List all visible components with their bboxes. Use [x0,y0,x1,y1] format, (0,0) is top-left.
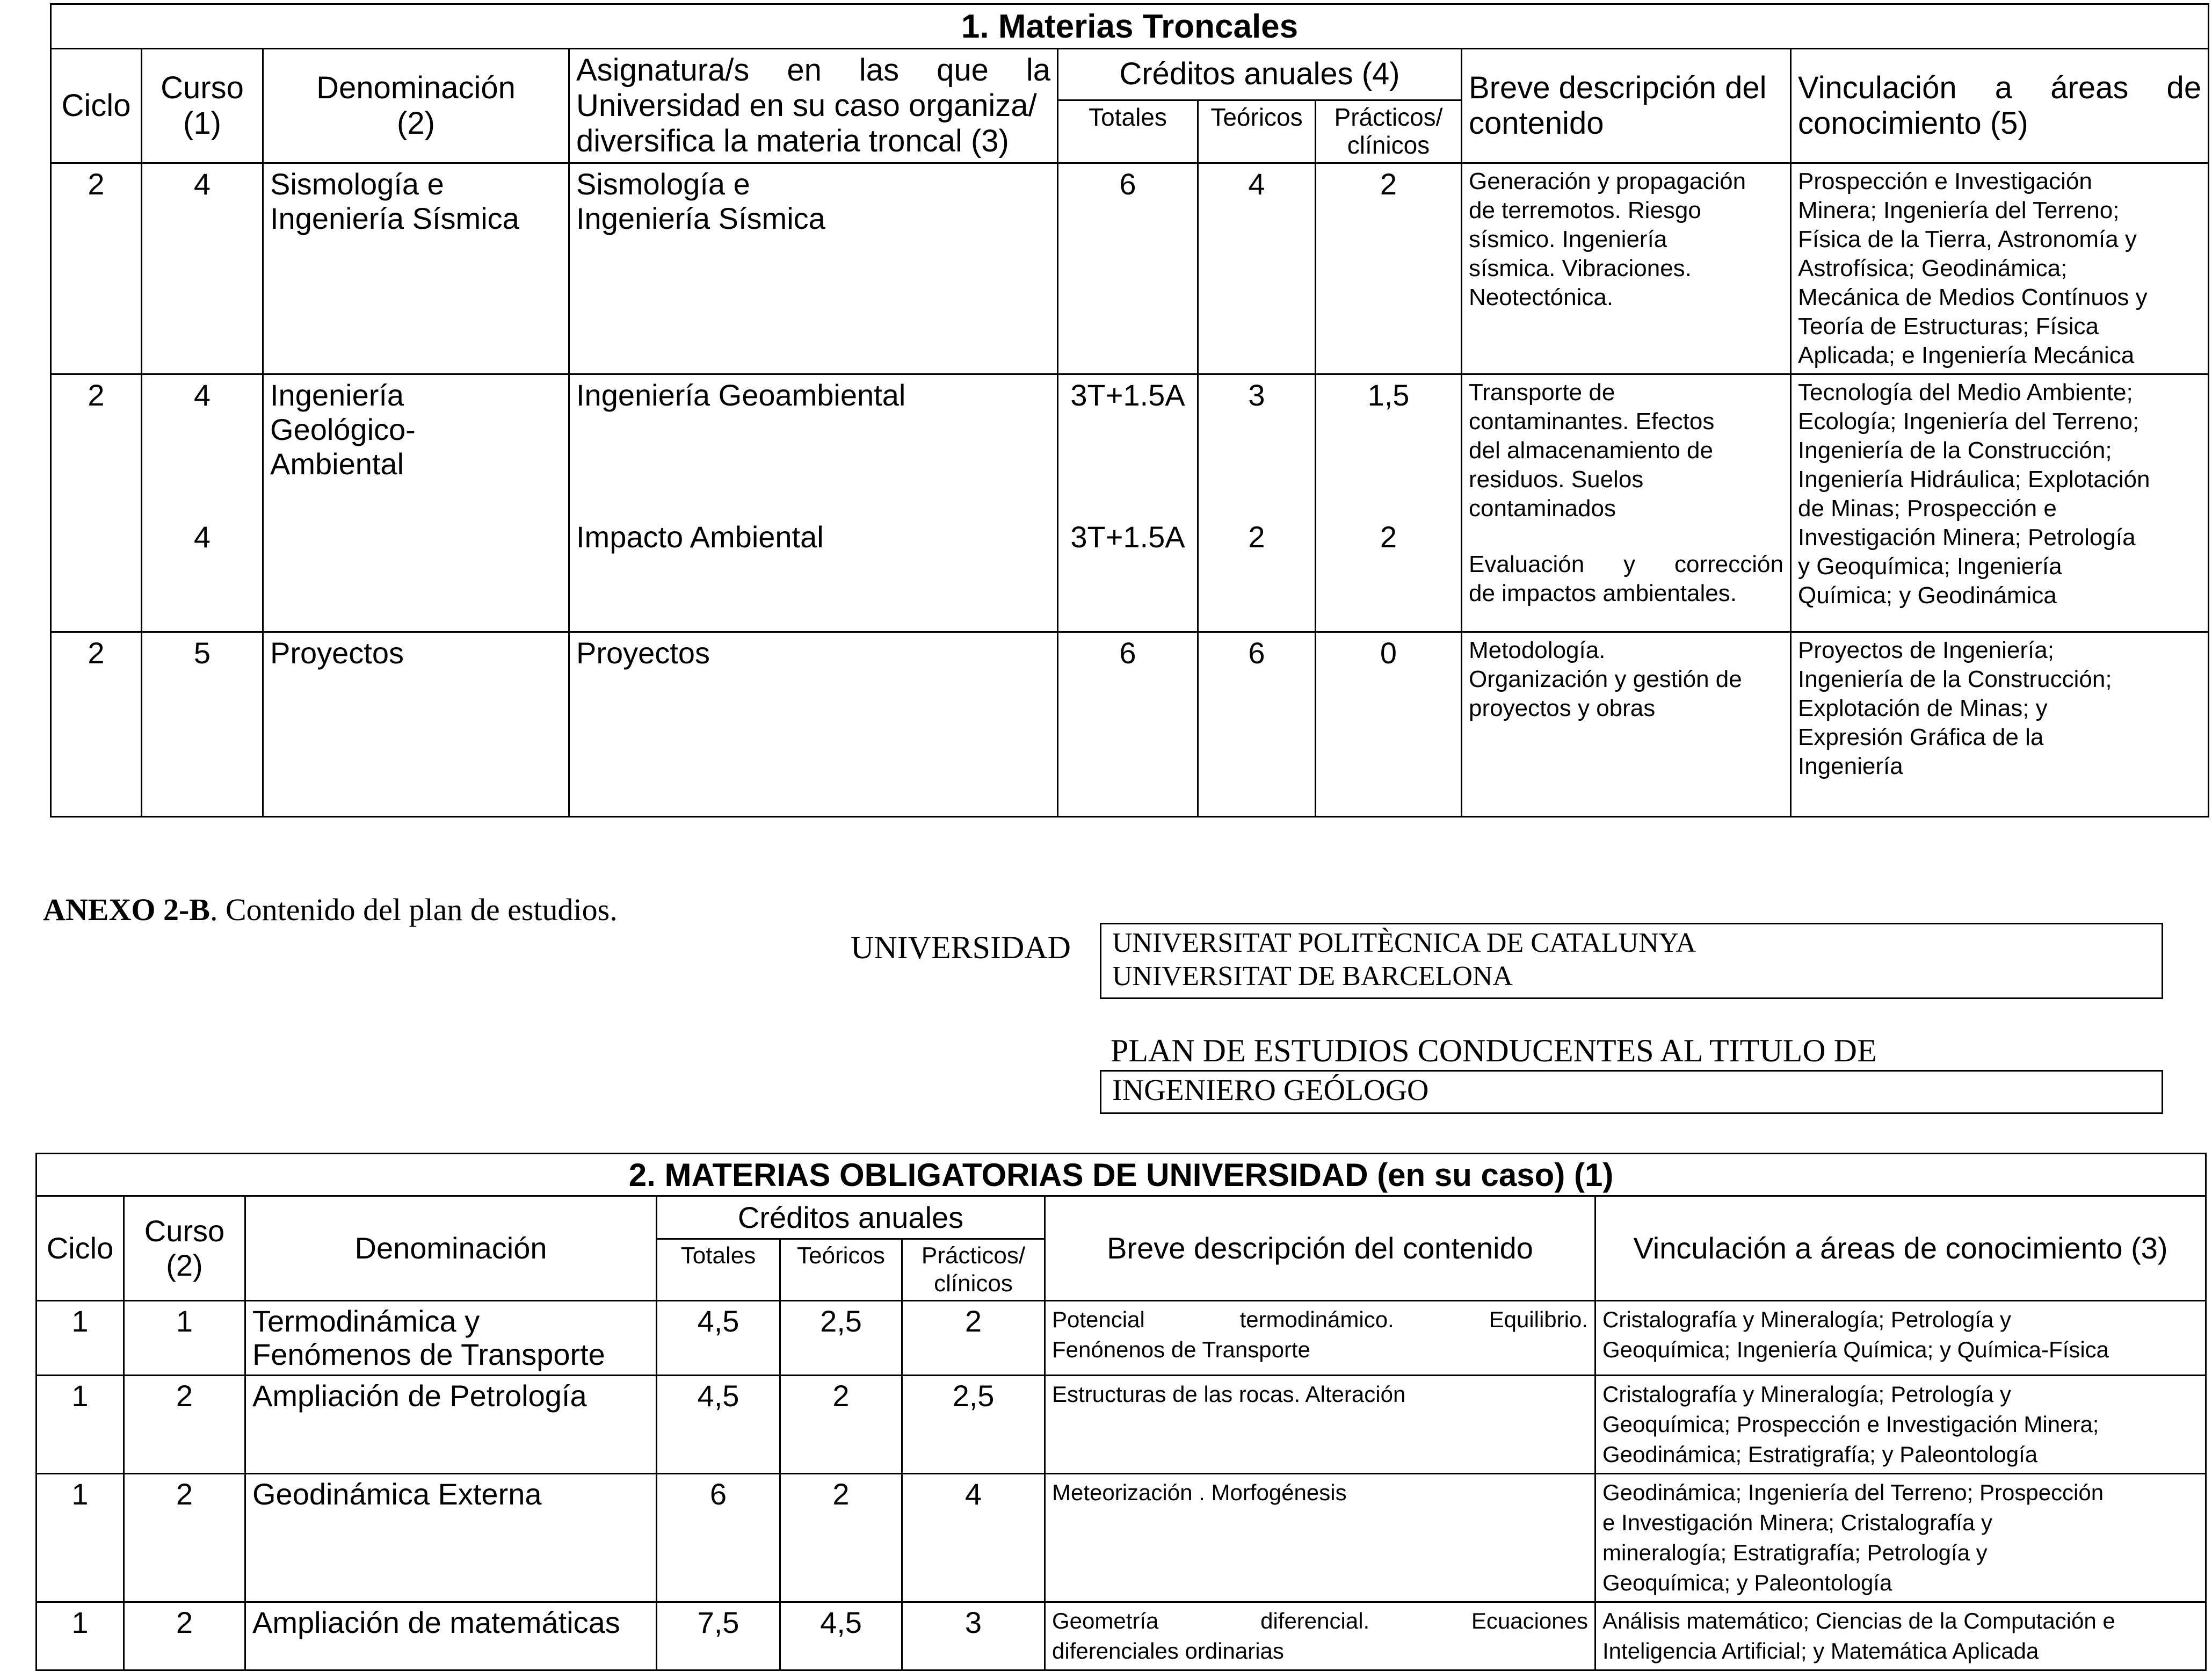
cell-denominacion: Proyectos [263,632,569,817]
universidad-line: UNIVERSITAT POLITÈCNICA DE CATALUNYA [1112,928,1696,958]
table1-title: 1. Materias Troncales [51,4,2209,49]
cell-vinculacion: Prospección e Investigación Minera; Ingeniería del Terreno; Física de la Tierra, Astronomía y Astrofísica; Geodinámica; Mecánica de Medios Contínuos y Teoría de Estructuras; Física Aplicada; e Ingeniería Mecánica [1791,163,2209,374]
header-denominacion: Denominación [245,1196,657,1301]
header-curso: Curso (1) [142,49,263,163]
cell-teoricos: 2,5 [780,1301,902,1376]
header-asignatura: Asignatura/s en las que la Universidad en su caso organiza/ diversifica la materia troncal (3) [569,49,1058,163]
titulo-box [1100,1070,2163,1114]
cell-totales: 7,5 [657,1602,780,1670]
cell-teoricos: 3 2 [1198,374,1316,632]
plan-label: PLAN DE ESTUDIOS CONDUCENTES AL TITULO DE [1111,1033,1877,1068]
cell-descripcion: Transporte de contaminantes. Efectos del almacenamiento de residuos. Suelos contaminados Evaluación y corrección de impactos ambientales. [1462,374,1791,632]
cell-denominacion: Sismología e Ingeniería Sísmica [263,163,569,374]
cell-practicos: 4 [902,1474,1045,1602]
cell-denominacion: Ampliación de matemáticas [245,1602,657,1670]
cell-practicos: 0 [1316,632,1462,817]
header-teoricos: Teóricos [780,1239,902,1301]
cell-descripcion: Generación y propagación de terremotos. Riesgo sísmico. Ingeniería sísmica. Vibraciones. Neotectónica. [1462,163,1791,374]
cell-descripcion: Geometría diferencial. Ecuaciones diferenciales ordinarias [1045,1602,1595,1670]
cell-practicos: 1,5 2 [1316,374,1462,632]
header-curso: Curso (2) [124,1196,245,1301]
cell-vinculacion: Cristalografía y Mineralogía; Petrología y Geoquímica; Ingeniería Química; y Química-Física [1595,1301,2206,1376]
header-creditos-anuales: Créditos anuales [657,1196,1045,1239]
header-totales: Totales [1058,100,1198,163]
table-row [51,374,2209,632]
table2-title: 2. MATERIAS OBLIGATORIAS DE UNIVERSIDAD (en su caso) (1) [37,1154,2206,1196]
cell-descripcion: Potencial termodinámico. Equilibrio. Fenónenos de Transporte [1045,1301,1595,1376]
cell-denominacion: Termodinámica y Fenómenos de Transporte [245,1301,657,1376]
cell-totales: 3T+1.5A 3T+1.5A [1058,374,1198,632]
cell-teoricos: 6 [1198,632,1316,817]
cell-teoricos: 2 [780,1474,902,1602]
table-row [37,1376,2206,1474]
table-row [51,163,2209,374]
table-row [51,632,2209,817]
cell-vinculacion: Proyectos de Ingeniería; Ingeniería de la Construcción; Explotación de Minas; y Expresión Gráfica de la Ingeniería [1791,632,2209,817]
cell-vinculacion: Geodinámica; Ingeniería del Terreno; Prospección e Investigación Minera; Cristalografía y mineralogía; Estratigrafía; Petrología y Geoquímica; y Paleontología [1595,1474,2206,1602]
cell-totales: 4,5 [657,1301,780,1376]
universidad-line: UNIVERSITAT DE BARCELONA [1112,961,1513,992]
anexo-label: ANEXO 2-B [43,892,210,927]
cell-curso: 2 [124,1376,245,1474]
header-descripcion: Breve descripción del contenido [1462,49,1791,163]
cell-totales: 6 [657,1474,780,1602]
cell-vinculacion: Tecnología del Medio Ambiente; Ecología; Ingeniería del Terreno; Ingeniería de la Construcción; Ingeniería Hidráulica; Explotación de Minas; Prospección e Investigación Minera; Petrología y Geoquímica; Ingeniería Química; y Geodinámica [1791,374,2209,632]
cell-ciclo: 1 [37,1301,124,1376]
cell-asignatura: Sismología e Ingeniería Sísmica [569,163,1058,374]
header-ciclo: Ciclo [37,1196,124,1301]
cell-totales: 4,5 [657,1376,780,1474]
cell-curso: 2 [124,1602,245,1670]
table-row [37,1474,2206,1602]
cell-descripcion: Meteorización . Morfogénesis [1045,1474,1595,1602]
table-row [37,1301,2206,1376]
cell-practicos: 3 [902,1602,1045,1670]
cell-ciclo: 2 [51,374,142,632]
titulo-value: INGENIERO GEÓLOGO [1112,1074,1429,1107]
cell-practicos: 2 [902,1301,1045,1376]
materias-obligatorias-table [35,1153,2207,1671]
header-totales: Totales [657,1239,780,1301]
universidad-label: UNIVERSIDAD [851,930,1071,965]
header-vinculacion: Vinculación a áreas de conocimiento (5) [1791,49,2209,163]
cell-vinculacion: Análisis matemático; Ciencias de la Computación e Inteligencia Artificial; y Matemática Aplicada [1595,1602,2206,1670]
universidad-box [1100,923,2163,999]
cell-curso: 4 [142,163,263,374]
cell-practicos: 2,5 [902,1376,1045,1474]
cell-vinculacion: Cristalografía y Mineralogía; Petrología y Geoquímica; Prospección e Investigación Minera; Geodinámica; Estratigrafía; y Paleontología [1595,1376,2206,1474]
cell-curso: 2 [124,1474,245,1602]
header-ciclo: Ciclo [51,49,142,163]
cell-descripcion: Metodología. Organización y gestión de proyectos y obras [1462,632,1791,817]
table-row [37,1602,2206,1670]
cell-ciclo: 2 [51,163,142,374]
cell-ciclo: 1 [37,1474,124,1602]
cell-teoricos: 2 [780,1376,902,1474]
cell-denominacion: Ampliación de Petrología [245,1376,657,1474]
cell-practicos: 2 [1316,163,1462,374]
cell-totales: 6 [1058,163,1198,374]
cell-denominacion: Ingeniería Geológico- Ambiental [263,374,569,632]
cell-curso: 5 [142,632,263,817]
header-practicos: Prácticos/ clínicos [902,1239,1045,1301]
cell-totales: 6 [1058,632,1198,817]
cell-curso: 4 4 [142,374,263,632]
cell-descripcion: Estructuras de las rocas. Alteración [1045,1376,1595,1474]
cell-asignatura: Ingeniería Geoambiental Impacto Ambiental [569,374,1058,632]
header-practicos: Prácticos/ clínicos [1316,100,1462,163]
cell-teoricos: 4,5 [780,1602,902,1670]
header-vinculacion: Vinculación a áreas de conocimiento (3) [1595,1196,2206,1301]
cell-denominacion: Geodinámica Externa [245,1474,657,1602]
anexo-text: . Contenido del plan de estudios. [209,892,618,927]
cell-ciclo: 1 [37,1376,124,1474]
cell-ciclo: 1 [37,1602,124,1670]
materias-troncales-table [50,3,2209,818]
header-descripcion: Breve descripción del contenido [1045,1196,1595,1301]
cell-ciclo: 2 [51,632,142,817]
cell-teoricos: 4 [1198,163,1316,374]
header-denominacion: Denominación (2) [263,49,569,163]
header-creditos-anuales: Créditos anuales (4) [1058,49,1462,100]
header-teoricos: Teóricos [1198,100,1316,163]
anexo-heading [43,892,618,928]
cell-curso: 1 [124,1301,245,1376]
cell-asignatura: Proyectos [569,632,1058,817]
